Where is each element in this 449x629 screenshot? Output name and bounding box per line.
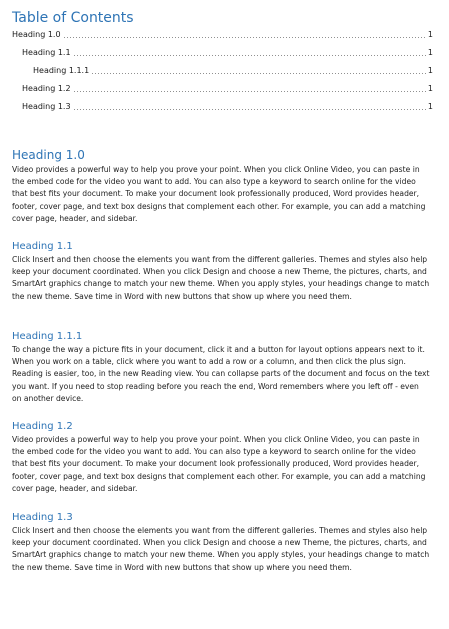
toc-entry-label: Heading 1.1.1 bbox=[33, 66, 90, 75]
toc-entry-page: 1 bbox=[427, 66, 433, 75]
section-body: To change the way a picture fits in your document, click it and a button for layout options appears next to it. When you work on a table, click where you want to add a row or a column, and then click the plus sign. Reading is easier, too, in the new Reading view. You can collapse parts of the document and focus on the text you want. If you need to stop reading before you reach the end, Word remembers where you left off - even on another device. bbox=[12, 345, 430, 403]
heading-1-1: Heading 1.1 bbox=[12, 241, 73, 252]
toc-entry[interactable] bbox=[22, 46, 433, 58]
section-body: Click Insert and then choose the elements you want from the different galleries. Themes and styles also help keep your document coordinated. When you click Design and choose a new Theme, the pictures, charts, and SmartArt graphics change to match your new theme. When you apply styles, your headings change to match the new theme. Save time in Word with new buttons that show up where you need them. bbox=[12, 255, 430, 301]
heading-1-2: Heading 1.2 bbox=[12, 421, 73, 432]
section-body: Click Insert and then choose the elements you want from the different galleries. Themes and styles also help keep your document coordinated. When you click Design and choose a new Theme, the pictures, charts, and SmartArt graphics change to match your new theme. When you apply styles, your headings change to match the new theme. Save time in Word with new buttons that show up where you need them. bbox=[12, 526, 430, 572]
toc-entry-label: Heading 1.1 bbox=[22, 48, 71, 57]
toc-entry[interactable] bbox=[22, 100, 433, 112]
toc-leader-dots bbox=[91, 73, 426, 74]
toc-entry[interactable] bbox=[22, 82, 433, 94]
heading-1-3: Heading 1.3 bbox=[12, 512, 73, 523]
heading-1-0: Heading 1.0 bbox=[12, 148, 85, 162]
toc-entry-page: 1 bbox=[427, 84, 433, 93]
toc-entry[interactable] bbox=[33, 64, 433, 76]
toc-entry-label: Heading 1.2 bbox=[22, 84, 71, 93]
toc-leader-dots bbox=[63, 37, 426, 38]
toc-entry-label: Heading 1.0 bbox=[12, 30, 61, 39]
toc-entry-label: Heading 1.3 bbox=[22, 102, 71, 111]
toc-entry-page: 1 bbox=[427, 102, 433, 111]
toc-title: Table of Contents bbox=[12, 10, 134, 26]
toc-entry-page: 1 bbox=[427, 30, 433, 39]
toc-leader-dots bbox=[73, 91, 426, 92]
heading-1-1-1: Heading 1.1.1 bbox=[12, 331, 83, 342]
section-body: Video provides a powerful way to help you prove your point. When you click Online Video, you can paste in the embed code for the video you want to add. You can also type a keyword to search online for the video that best fits your document. To make your document look professionally produced, Word provides header, footer, cover page, and text box designs that complement each other. For example, you can add a matching cover page, header, and sidebar. bbox=[12, 435, 426, 493]
toc-leader-dots bbox=[73, 55, 426, 56]
toc-leader-dots bbox=[73, 109, 426, 110]
toc-entry[interactable] bbox=[12, 28, 433, 40]
toc-entry-page: 1 bbox=[427, 48, 433, 57]
section-body: Video provides a powerful way to help you prove your point. When you click Online Video, you can paste in the embed code for the video you want to add. You can also type a keyword to search online for the video that best fits your document. To make your document look professionally produced, Word provides header, footer, cover page, and text box designs that complement each other. For example, you can add a matching cover page, header, and sidebar. bbox=[12, 165, 426, 223]
